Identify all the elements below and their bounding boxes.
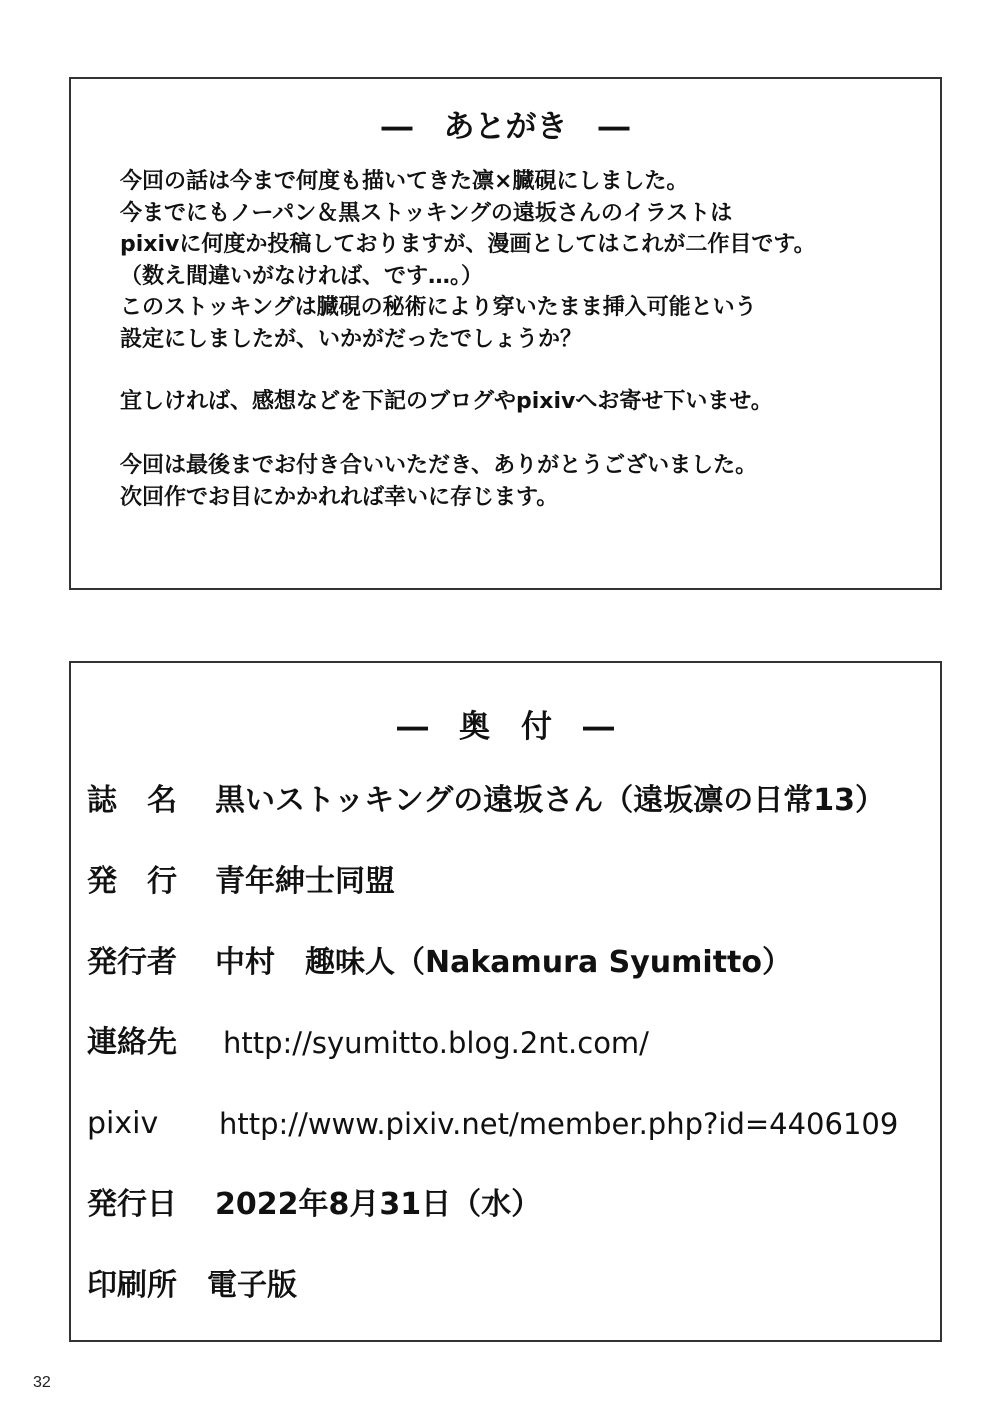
afterword-line: 今までにもノーパン＆黒ストッキングの遠坂さんのイラストは xyxy=(120,200,733,226)
colophon-value-date: 2022年8月31日（水） xyxy=(215,1187,542,1222)
colophon-label: 誌 名 xyxy=(87,783,177,818)
colophon-value-publisher: 青年紳士同盟 xyxy=(215,864,395,899)
afterword-line: pixivに何度か投稿しておりますが、漫画としてはこれが二作目です。 xyxy=(120,232,816,257)
colophon-value-title: 黒いストッキングの遠坂さん（遠坂凛の日常13） xyxy=(215,783,885,818)
colophon-label: 発 行 xyxy=(87,864,177,899)
afterword-line: 宜しければ、感想などを下記のブログやpixivへお寄せ下いませ。 xyxy=(120,389,773,414)
afterword-line: 今回の話は今まで何度も描いてきた凛×臓硯にしました。 xyxy=(120,169,689,194)
afterword-paragraph-1 xyxy=(120,166,816,355)
colophon-value-printer: 電子版 xyxy=(207,1268,297,1303)
colophon-value-issuer: 中村 趣味人（Nakamura Syumitto） xyxy=(215,945,793,980)
colophon-label: 印刷所 xyxy=(87,1268,177,1303)
colophon-box xyxy=(69,661,942,1342)
colophon-label: 連絡先 xyxy=(87,1025,177,1060)
pixiv-url-link[interactable]: http://www.pixiv.net/member.php?id=4406109 xyxy=(219,1107,899,1141)
colophon-label: 発行日 xyxy=(87,1187,177,1222)
afterword-heading: ― あとがき ― xyxy=(381,109,630,145)
afterword-paragraph-3 xyxy=(120,450,757,513)
afterword-line: 次回作でお目にかかれれば幸いに存じます。 xyxy=(120,484,559,510)
colophon-label: 発行者 xyxy=(87,945,177,980)
afterword-line: 設定にしましたが、いかがだったでしょうか？ xyxy=(120,326,583,352)
afterword-paragraph-2 xyxy=(120,386,773,418)
afterword-line: （数え間違いがなければ、です…。） xyxy=(120,263,484,289)
contact-url-link[interactable]: http://syumitto.blog.2nt.com/ xyxy=(223,1026,649,1060)
colophon-heading: ― 奥 付 ― xyxy=(397,709,614,745)
afterword-box xyxy=(69,77,942,590)
page-number: 32 xyxy=(33,1374,51,1391)
colophon-label: pixiv xyxy=(87,1106,159,1141)
afterword-line: このストッキングは臓硯の秘術により穿いたまま挿入可能という xyxy=(120,295,757,320)
afterword-line: 今回は最後までお付き合いいただき、ありがとうございました。 xyxy=(120,453,758,478)
